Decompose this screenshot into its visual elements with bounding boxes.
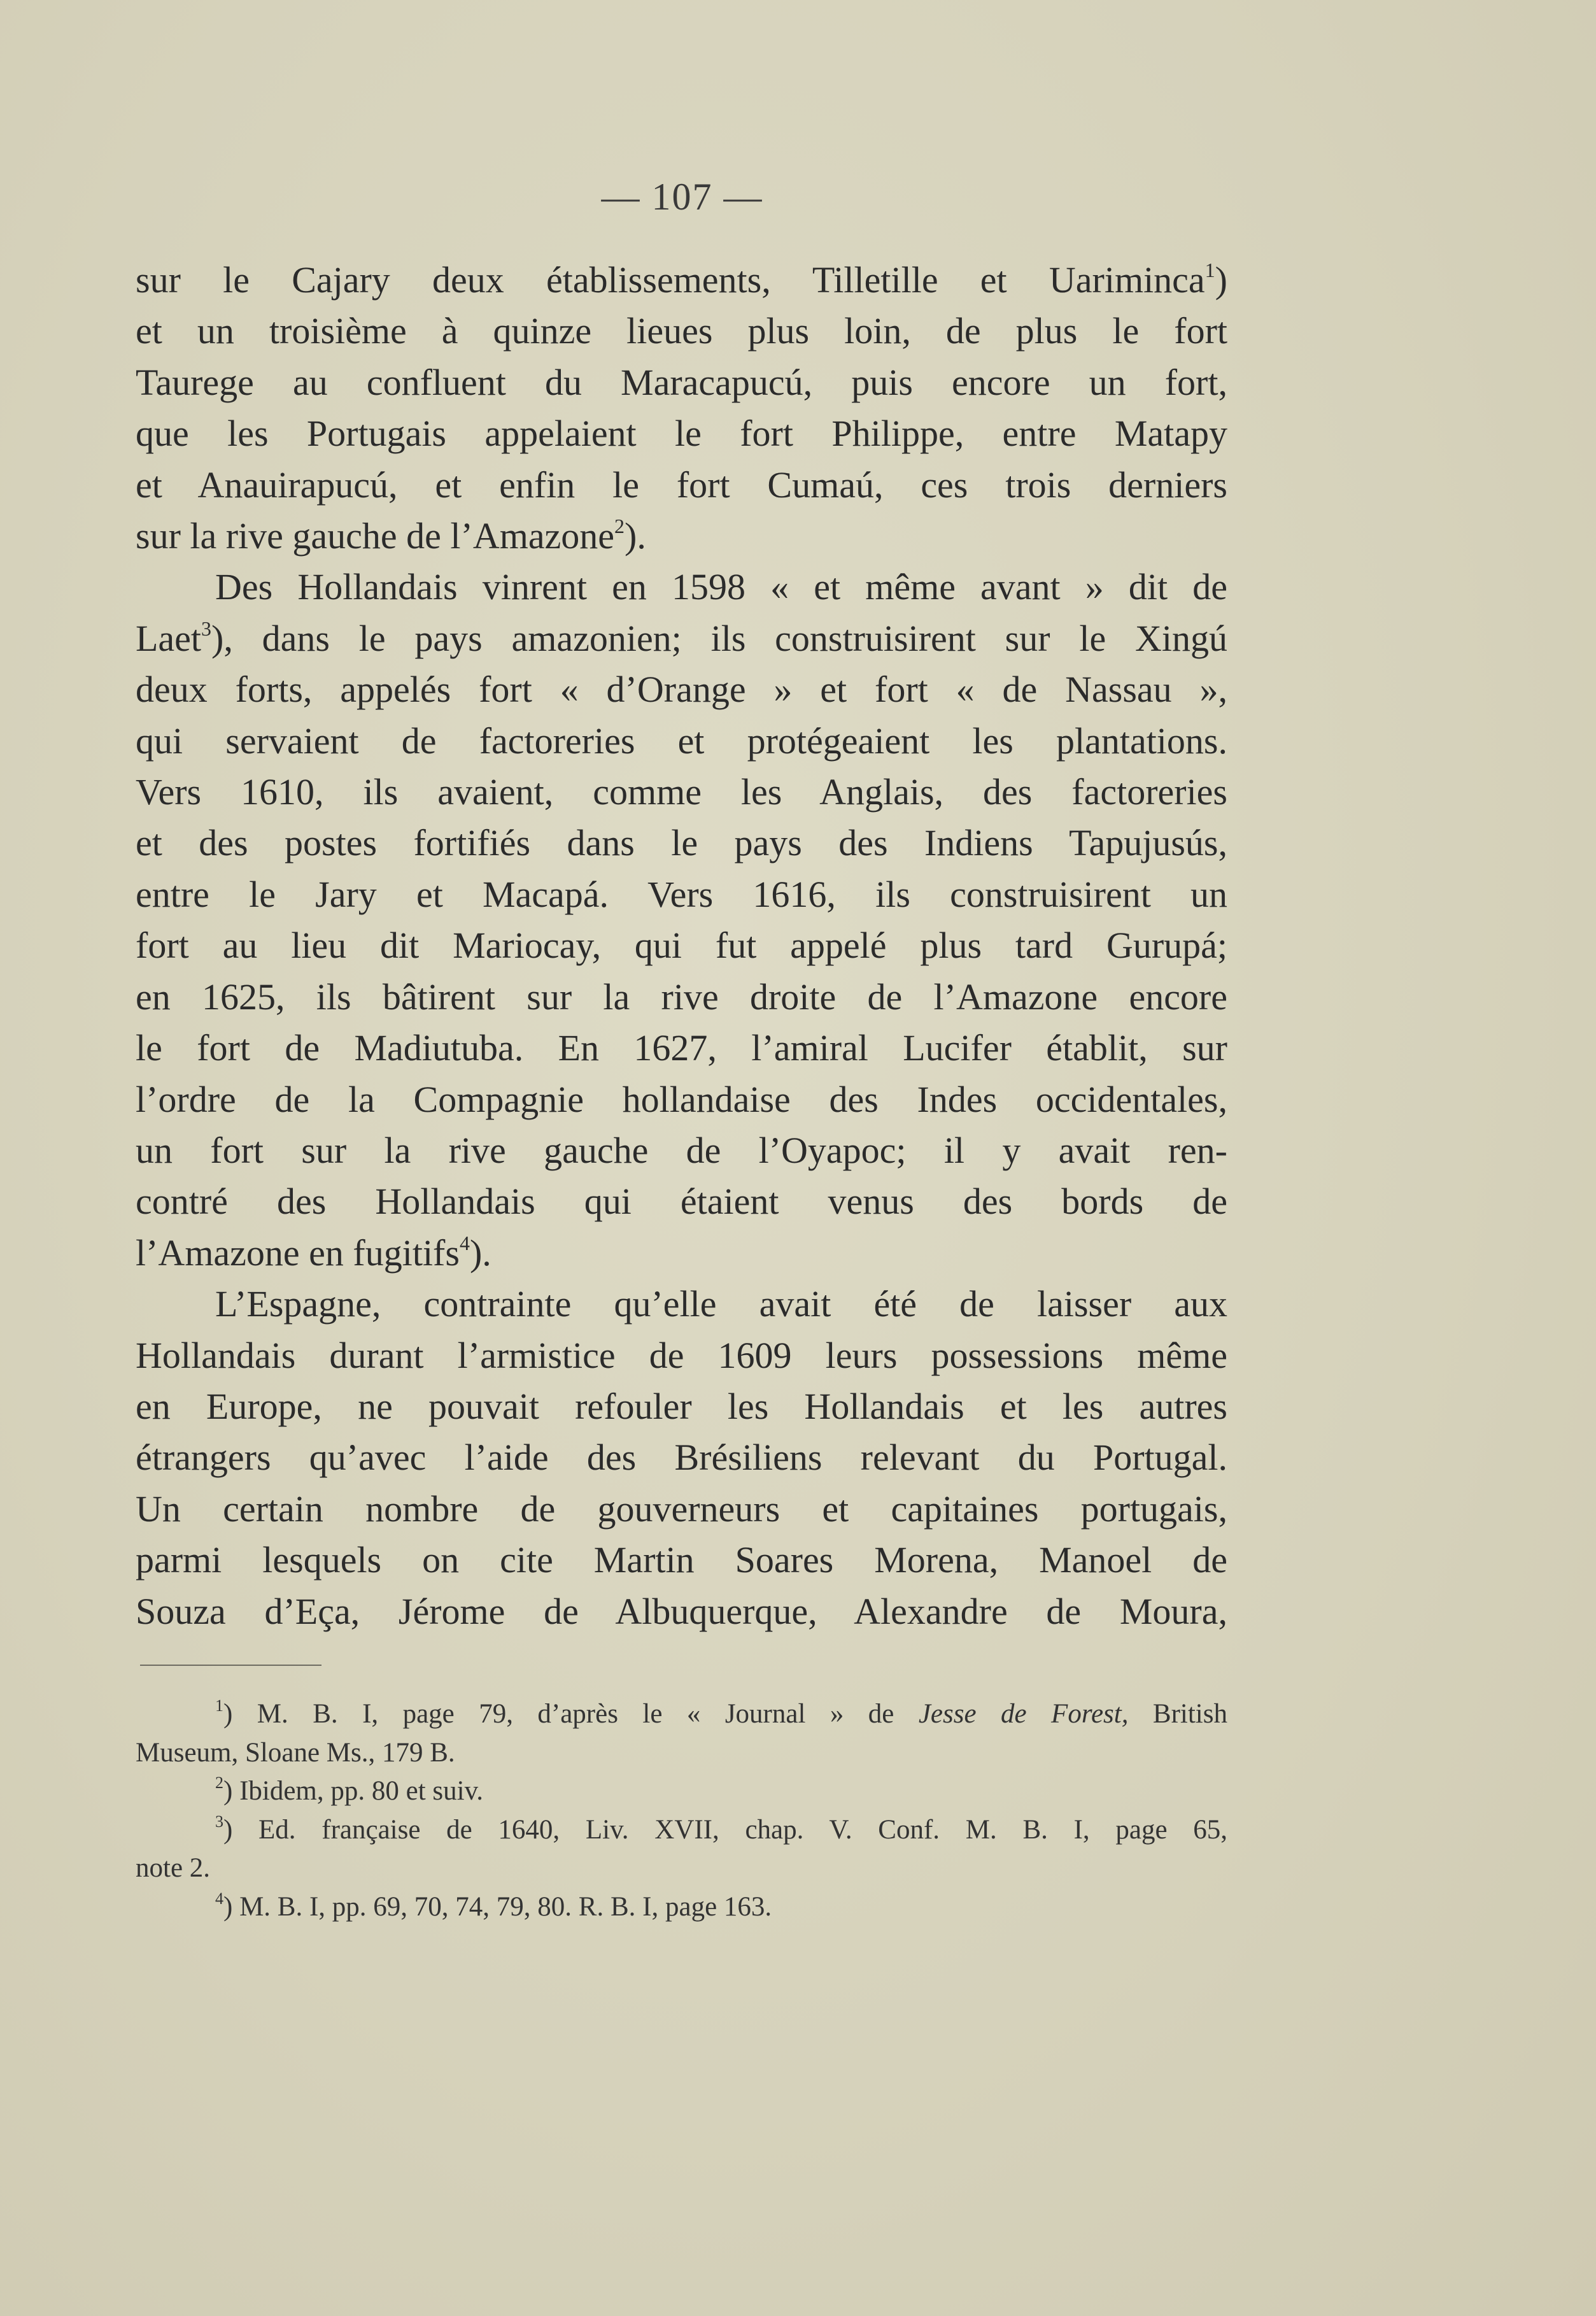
text-line: fort au lieu dit Mariocay, qui fut appelé plus tard Gurupá; (136, 925, 1227, 967)
footnote-3-continued: note 2. (136, 1853, 211, 1883)
text-line: L’Espagne, contrainte qu’elle avait été de laisser aux (215, 1283, 1227, 1325)
text-line: Hollandais durant l’armistice de 1609 leurs possessions même (136, 1334, 1227, 1376)
text-line: Vers 1610, ils avaient, comme les Anglais, des factoreries (136, 771, 1227, 813)
text-line: Des Hollandais vinrent en 1598 « et même avant » dit de (215, 566, 1227, 608)
text-line: Souza d’Eça, Jérome de Albuquerque, Alexandre de Moura, (136, 1590, 1227, 1632)
text-line: et Anauirapucú, et enfin le fort Cumaú, ces trois derniers (136, 464, 1227, 506)
footnote-divider (140, 1665, 321, 1666)
body-text (136, 255, 1227, 1637)
text-line: Taurege au confluent du Maracapucú, puis encore un fort, (136, 361, 1227, 403)
footnote-1: $^1$) M. B. I, page 79, d’après le « Journal » de Jesse de Forest, British (215, 1696, 1227, 1729)
text-line: entre le Jary et Macapá. Vers 1616, ils construisirent un (136, 873, 1227, 915)
footnotes (136, 1695, 1227, 1926)
text-line: contré des Hollandais qui étaient venus des bords de (136, 1181, 1227, 1223)
text-line: sur le Cajary deux établissements, Tilletille et Uariminca$^1$) (136, 259, 1227, 301)
text-line: étrangers qu’avec l’aide des Brésiliens relevant du Portugal. (136, 1437, 1227, 1479)
text-line: parmi lesquels on cite Martin Soares Morena, Manoel de (136, 1539, 1227, 1581)
text-line: et un troisième à quinze lieues plus loin, de plus le fort (136, 310, 1227, 352)
footnote-ref: 2 (614, 515, 625, 538)
text-line: et des postes fortifiés dans le pays des Indiens Tapujusús, (136, 822, 1227, 864)
text-line: que les Portugais appelaient le fort Philippe, entre Matapy (136, 413, 1227, 455)
text-line: Un certain nombre de gouverneurs et capitaines portugais, (136, 1488, 1227, 1530)
text-line: l’ordre de la Compagnie hollandaise des Indes occidentales, (136, 1078, 1227, 1120)
text-line: en Europe, ne pouvait refouler les Hollandais et les autres (136, 1385, 1227, 1427)
footnote-3: $^3$) Ed. française de 1640, Liv. XVII, chap. V. Conf. M. B. I, page 65, (215, 1812, 1227, 1845)
text-line: deux forts, appelés fort « d’Orange » et fort « de Nassau », (136, 669, 1227, 711)
text-line: qui servaient de factoreries et protégeaient les plantations. (136, 720, 1227, 762)
text-line: Laet$^3$), dans le pays amazonien; ils construisirent sur le Xingú (136, 616, 1227, 659)
text-line: en 1625, ils bâtirent sur la rive droite de l’Amazone encore (136, 976, 1227, 1018)
page-number: — 107 — (601, 176, 763, 218)
footnote-1-continued: Museum, Sloane Ms., 179 B. (136, 1737, 455, 1768)
footnote-2: $^2$) Ibidem, pp. 80 et suiv. (215, 1773, 484, 1806)
text-line: sur la rive gauche de l’Amazone$^2$). (136, 515, 646, 557)
text-line: le fort de Madiutuba. En 1627, l’amiral Lucifer établit, sur (136, 1027, 1227, 1069)
footnote-ref: 1 (1204, 259, 1215, 281)
footnote-ref: 3 (201, 616, 212, 640)
footnote-ref: 4 (459, 1231, 470, 1254)
text-line: un fort sur la rive gauche de l’Oyapoc; il y avait ren- (136, 1129, 1227, 1171)
footnote-4: $^4$) M. B. I, pp. 69, 70, 74, 79, 80. R. B. I, page 163. (215, 1889, 772, 1922)
text-line: l’Amazone en fugitifs$^4$). (136, 1231, 491, 1274)
